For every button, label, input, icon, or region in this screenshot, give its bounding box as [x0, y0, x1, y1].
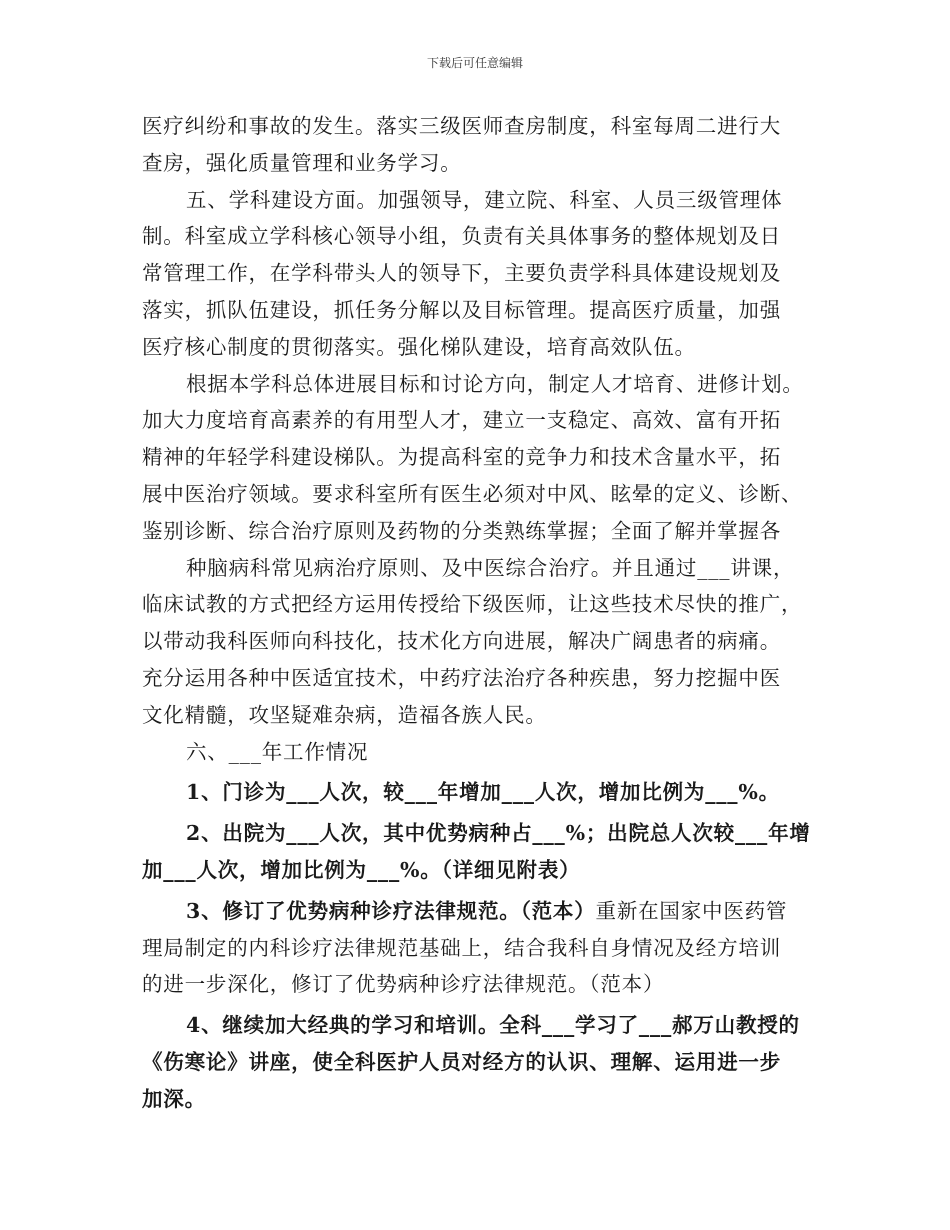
text-line: 查房，强化质量管理和业务学习。 — [142, 150, 462, 175]
text-line: 鉴别诊断、综合治疗原则及药物的分类熟练掌握；全面了解并掌握各 — [142, 518, 781, 543]
text-line: 文化精髓，攻坚疑难杂病，造福各族人民。 — [142, 702, 547, 727]
bold-lead-text: 3、修订了优势病种诊疗法律规范。（范本） — [186, 898, 596, 923]
text-line: 展中医治疗领域。要求科室所有医生必须对中风、眩晕的定义、诊断、 — [142, 481, 803, 506]
text-line: 加___人次，增加比例为___%。（详细见附表） — [142, 857, 581, 882]
text-line: 制。科室成立学科核心领导小组，负责有关具体事务的整体规划及日 — [142, 224, 781, 249]
section-heading — [142, 734, 824, 771]
text-line: 临床试教的方式把经方运用传授给下级医师，让这些技术尽快的推广， — [142, 592, 803, 617]
paragraph-talent-training — [142, 366, 824, 550]
document-body — [142, 108, 824, 1118]
text-line: 《伤寒论》讲座，使全科医护人员对经方的认识、理解、运用进一步 — [142, 1049, 781, 1074]
work-item-classics-study — [142, 1007, 824, 1117]
text-line: 2、出院为___人次，其中优势病种占___%；出院总人次较___年增 — [186, 821, 811, 846]
normal-text: 重新在国家中医药管 — [595, 898, 788, 923]
work-item-standards — [142, 893, 824, 1003]
text-line: 的进一步深化，修订了优势病种诊疗法律规范。（范本） — [142, 972, 665, 997]
work-item-discharge — [142, 815, 824, 889]
paragraph-tcm-treatment — [142, 550, 824, 734]
text-line: 种脑病科常见病治疗原则、及中医综合治疗。并且通过___讲课， — [186, 555, 795, 580]
paragraph-discipline-construction — [142, 182, 824, 366]
page-header: 下载后可任意编辑 — [426, 56, 523, 70]
text-line: 4、继续加大经典的学习和培训。全科___学习了___郝万山教授的 — [186, 1013, 800, 1038]
paragraph-quality-management — [142, 108, 824, 182]
text-line: 加大力度培育高素养的有用型人才，建立一支稳定、高效、富有开拓 — [142, 408, 781, 433]
text-line: 加深。 — [142, 1086, 206, 1111]
text-line: 常管理工作，在学科带头人的领导下，主要负责学科具体建设规划及 — [142, 261, 781, 286]
text-line: 医疗纠纷和事故的发生。落实三级医师查房制度，科室每周二进行大 — [142, 114, 781, 138]
work-item-outpatient — [142, 774, 824, 811]
text-line — [142, 893, 824, 930]
text-line: 落实，抓队伍建设，抓任务分解以及目标管理。提高医疗质量，加强 — [142, 297, 781, 322]
text-line: 根据本学科总体进展目标和讨论方向，制定人才培育、进修计划。 — [186, 371, 804, 396]
text-line: 以带动我科医师向科技化，技术化方向进展，解决广阔患者的病痛。 — [142, 629, 781, 654]
text-line: 医疗核心制度的贯彻落实。强化梯队建设，培育高效队伍。 — [142, 334, 696, 359]
text-line: 六、___年工作情况 — [186, 739, 369, 764]
text-line: 充分运用各种中医适宜技术，中药疗法治疗各种疾患，努力挖掘中医 — [142, 665, 781, 690]
text-line: 1、门诊为___人次，较___年增加___人次，增加比例为___%。 — [186, 780, 780, 805]
text-line: 理局制定的内科诊疗法律规范基础上，结合我科自身情况及经方培训 — [142, 935, 781, 960]
text-line: 五、学科建设方面。加强领导，建立院、科室、人员三级管理体 — [186, 187, 783, 212]
text-line: 精神的年轻学科建设梯队。为提高科室的竞争力和技术含量水平，拓 — [142, 445, 781, 470]
